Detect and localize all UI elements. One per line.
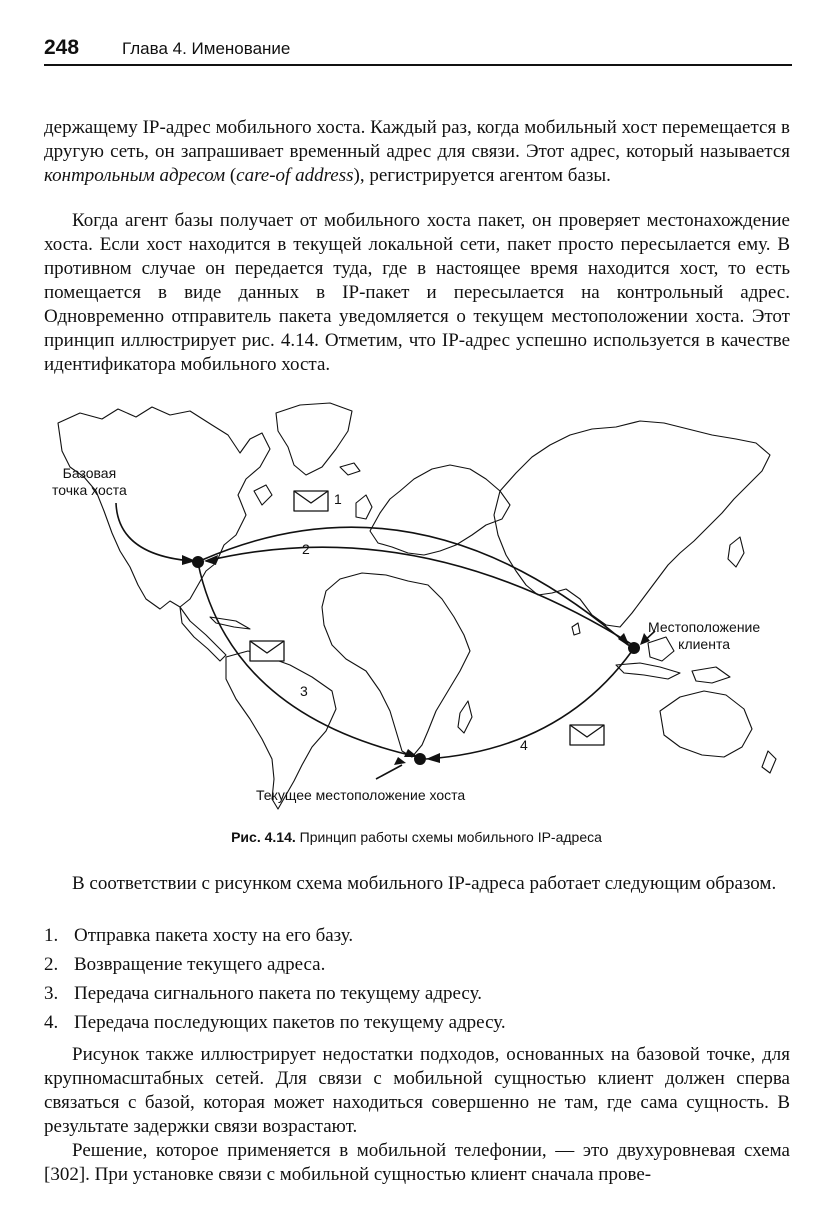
world-map-diagram: [40, 395, 800, 825]
continent-europe: [370, 465, 510, 555]
pointer-home: [116, 503, 192, 561]
current-location-dot: [414, 753, 426, 765]
island-greenland: [276, 403, 352, 475]
paragraph-2-text: Когда агент базы получает от мобильного хоста пакет, он проверяет местонахождение хоста. Если хост находится в текущей локальной сети, пакет просто пересылается ему. В противном случае он передается туда, где в настоящее время находится хост, то есть помещается в виде данных в IP-пакет и пересылается на контрольный адрес. Одновременно отправитель пакета уведомляется о текущем местоположении хоста. Этот принцип иллюстрирует рис. 4.14. Отметим, что IP-адрес успешно используется в качестве идентификатора мобильного хоста.: [44, 210, 790, 375]
label-home-line-2: точка хоста: [52, 482, 127, 498]
label-client-line-2: клиента: [678, 636, 730, 652]
page-header: [44, 34, 792, 66]
envelope-icon: [250, 641, 284, 661]
island-new-zealand: [762, 751, 776, 773]
paragraph-1-text-mid: (: [225, 165, 237, 186]
island-iceland: [340, 463, 360, 475]
caption-text: Принцип работы схемы мобильного IP-адреса: [295, 829, 602, 845]
list-item: [44, 924, 790, 953]
caption-label: Рис. 4.14.: [231, 829, 296, 845]
island-sri-lanka: [572, 623, 580, 635]
envelope-icon: [570, 725, 604, 745]
island-japan: [728, 537, 744, 567]
label-client-line-1: Местоположение: [648, 619, 761, 635]
island-new-guinea: [692, 667, 730, 683]
route-2-label: 2: [302, 541, 310, 557]
island-madagascar: [458, 701, 472, 733]
list-item: [44, 982, 790, 1011]
paragraph-3-text: Рисунок также иллюстрирует недостатки подходов, основанных на базовой точке, для крупномасштабных сетей. Для связи с мобильной сущностью клиент должен сперва связаться с базой, которая может находиться совершенно не там, где сама сущность. В результате задержки связи возрастают.: [44, 1044, 790, 1137]
term-care-of-ru: контрольным адресом: [44, 165, 226, 186]
client-location-dot: [628, 642, 640, 654]
route-1-path: [202, 527, 628, 645]
paragraph-2: [44, 209, 790, 377]
arrowhead-4: [426, 753, 440, 763]
label-current-location: Текущее местоположение хоста: [256, 787, 466, 803]
arrowhead-1: [618, 633, 630, 647]
list-item-text: Передача последующих пакетов по текущему адресу.: [74, 1012, 506, 1033]
route-3-label: 3: [300, 683, 308, 699]
continent-south-america: [226, 651, 336, 809]
paragraph-1-text-end: ), регистрируется агентом базы.: [353, 165, 611, 186]
list-item-text: Возвращение текущего адреса.: [74, 954, 326, 975]
islands-indonesia: [616, 663, 680, 679]
list-item: [44, 1011, 790, 1040]
continent-asia: [494, 421, 770, 627]
paragraph-3: [44, 1043, 790, 1139]
list-item-number: 1.: [44, 925, 59, 946]
term-care-of-en: care-of address: [236, 165, 354, 186]
envelope-icon: [294, 491, 328, 511]
continent-north-america: [58, 407, 270, 609]
island-uk: [356, 495, 372, 519]
list-item-number: 4.: [44, 1012, 59, 1033]
label-home-location: [52, 465, 127, 499]
continent-central-america: [180, 607, 226, 661]
list-item-text: Передача сигнального пакета по текущему адресу.: [74, 983, 482, 1004]
route-4-label: 4: [520, 737, 528, 753]
list-item-number: 2.: [44, 954, 59, 975]
figure-caption: [0, 829, 833, 845]
page-number: 248: [44, 36, 80, 59]
continent-africa: [322, 573, 470, 757]
label-home-line-1: Базовая: [62, 465, 117, 481]
list-item-number: 3.: [44, 983, 59, 1004]
paragraph-1-text-start: держащему IP-адрес мобильного хоста. Каждый раз, когда мобильный хост перемещается в другую сеть, он запрашивает временный адрес для связи. Этот адрес, который называется: [44, 117, 790, 162]
figure-4-14: [40, 395, 800, 825]
steps-list: [44, 924, 790, 1040]
paragraph-intro-text: В соответствии с рисунком схема мобильного IP-адреса работает следующим образом.: [72, 873, 777, 894]
route-3-path: [198, 563, 418, 757]
route-1-label: 1: [334, 491, 342, 507]
continent-australia: [660, 691, 752, 757]
list-item: [44, 953, 790, 982]
arrowhead-current: [394, 757, 406, 765]
paragraph-1: [44, 116, 790, 188]
paragraph-4-text: Решение, которое применяется в мобильной телефонии, — это двухуровневая схема [302]. При установке связи с мобильной сущностью клиент сначала прове-: [44, 1140, 790, 1185]
pointer-current: [376, 765, 402, 779]
label-client-location: [648, 619, 760, 653]
paragraph-4: [44, 1139, 790, 1187]
home-location-dot: [192, 556, 204, 568]
island-newfoundland: [254, 485, 272, 505]
route-2-path: [206, 547, 636, 647]
list-item-text: Отправка пакета хосту на его базу.: [74, 925, 354, 946]
chapter-title: Глава 4. Именование: [122, 39, 291, 58]
paragraph-intro: [44, 872, 790, 896]
